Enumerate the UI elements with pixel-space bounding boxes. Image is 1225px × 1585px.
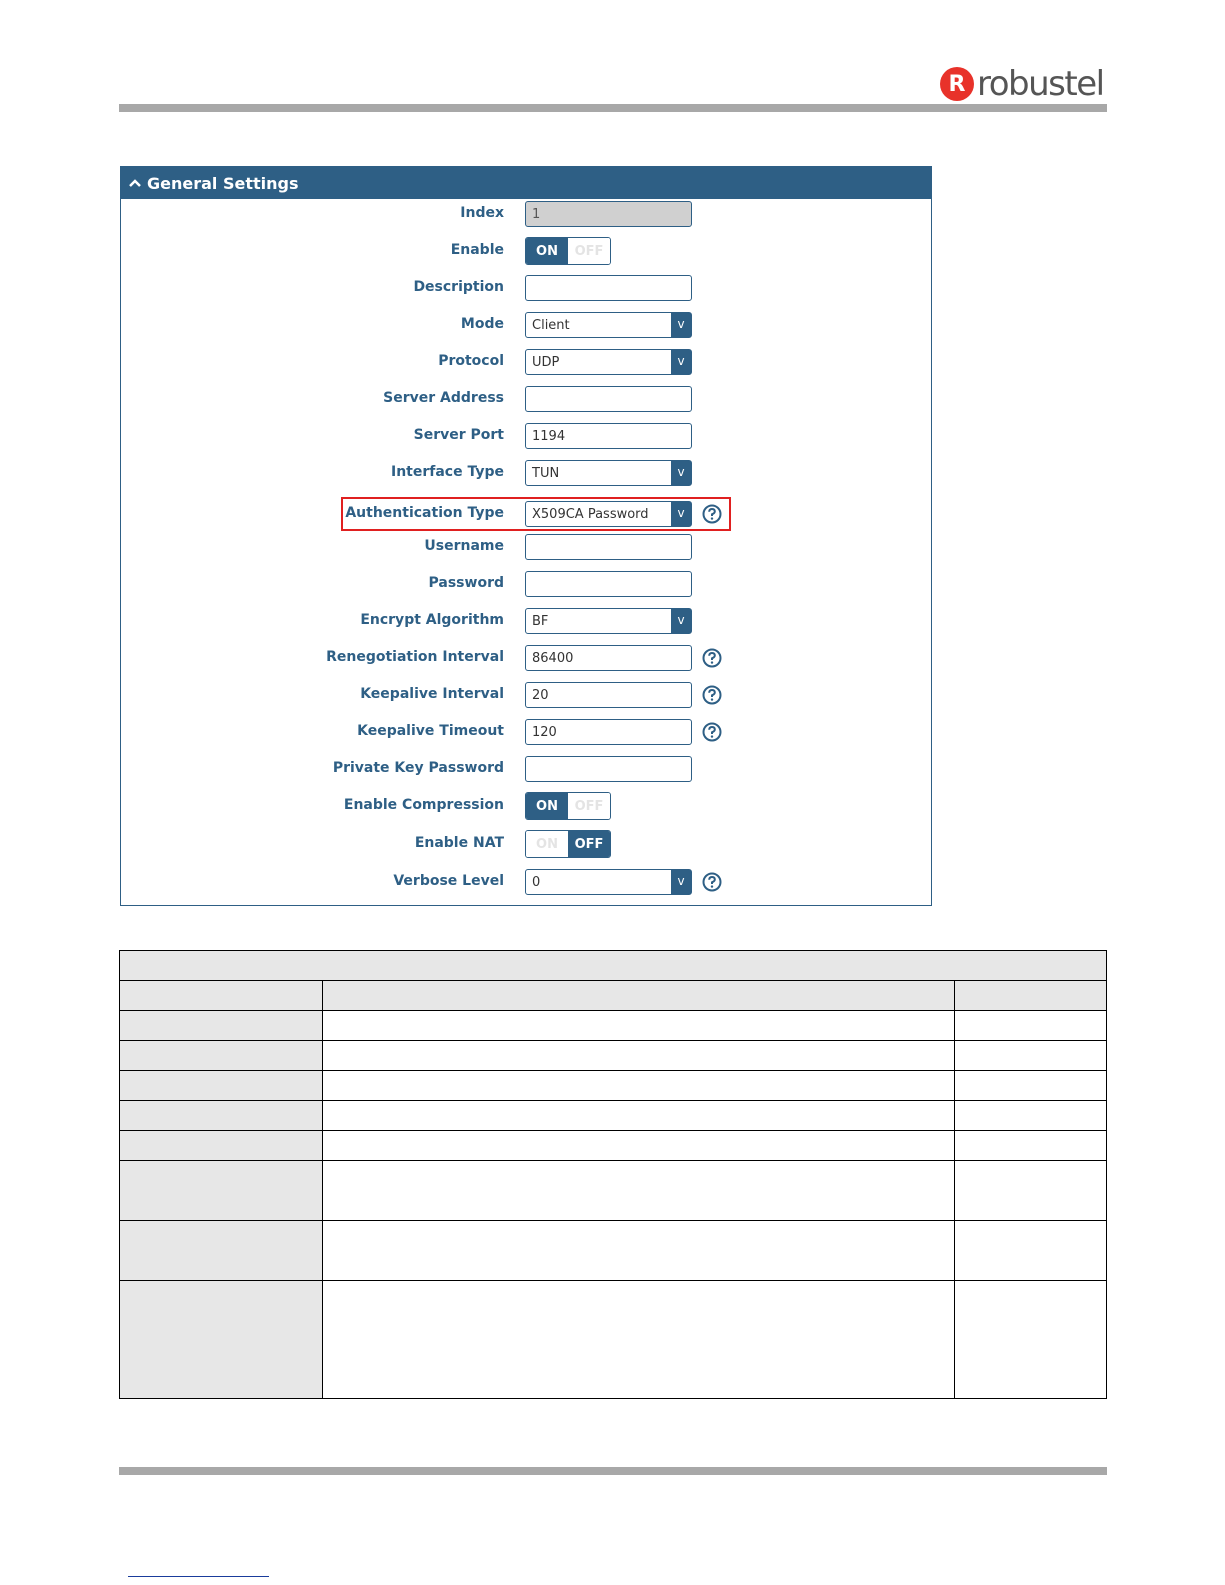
row-interface-type — [121, 459, 931, 487]
interface-type-select[interactable] — [525, 460, 692, 486]
username-input[interactable] — [525, 534, 692, 560]
help-icon[interactable] — [702, 648, 722, 668]
authentication-type-select[interactable] — [525, 501, 692, 527]
toggle-on[interactable]: ON — [526, 831, 568, 857]
table-row — [120, 1161, 1107, 1221]
row-username — [121, 533, 931, 561]
protocol-value: UDP — [532, 355, 560, 370]
mode-value: Client — [532, 318, 570, 333]
help-icon[interactable] — [702, 504, 722, 524]
footer-divider — [119, 1467, 1107, 1475]
description-input[interactable] — [525, 275, 692, 301]
private-key-password-label: Private Key Password — [332, 760, 504, 776]
row-mode — [121, 311, 931, 339]
dropdown-arrow-icon[interactable]: v — [671, 870, 691, 894]
table-row — [120, 1041, 1107, 1071]
help-icon[interactable] — [702, 722, 722, 742]
row-keepalive-timeout — [121, 718, 931, 746]
toggle-off[interactable]: OFF — [568, 831, 610, 857]
mode-select[interactable] — [525, 312, 692, 338]
help-icon[interactable] — [702, 685, 722, 705]
row-verbose-level — [121, 868, 931, 896]
row-encrypt-algorithm — [121, 607, 931, 635]
protocol-label: Protocol — [438, 353, 504, 369]
password-label: Password — [428, 575, 504, 591]
verbose-level-select[interactable] — [525, 869, 692, 895]
toggle-on[interactable]: ON — [526, 793, 568, 819]
help-icon[interactable] — [702, 872, 722, 892]
keepalive-timeout-label: Keepalive Timeout — [357, 723, 504, 739]
interface-type-label: Interface Type — [390, 464, 504, 480]
row-description — [121, 274, 931, 302]
enable-toggle[interactable] — [525, 237, 611, 265]
robustel-logo-text: robustel — [977, 64, 1104, 104]
table-row — [120, 1221, 1107, 1281]
interface-type-value: TUN — [532, 466, 560, 481]
row-password — [121, 570, 931, 598]
keepalive-interval-label: Keepalive Interval — [360, 686, 504, 702]
table-title-row — [120, 951, 1107, 981]
description-label: Description — [413, 279, 504, 295]
dropdown-arrow-icon[interactable]: v — [671, 350, 691, 374]
row-server-port — [121, 422, 931, 450]
table-row — [120, 1281, 1107, 1399]
dropdown-arrow-icon[interactable]: v — [671, 502, 691, 526]
server-address-label: Server Address — [383, 390, 504, 406]
encrypt-algorithm-select[interactable] — [525, 608, 692, 634]
table-title-cell — [120, 951, 1107, 981]
table-header-cell — [323, 981, 955, 1011]
table-header-cell — [120, 981, 323, 1011]
enable-compression-label: Enable Compression — [343, 797, 504, 813]
robustel-logo-mark: R — [940, 67, 974, 101]
row-index — [121, 200, 931, 228]
table-row — [120, 1071, 1107, 1101]
index-field: 1 — [525, 201, 692, 227]
row-enable-nat — [121, 830, 931, 858]
toggle-on[interactable]: ON — [526, 238, 568, 264]
row-enable — [121, 237, 931, 265]
footer-link-underline[interactable] — [128, 1576, 269, 1577]
index-label: Index — [460, 205, 504, 221]
general-settings-panel — [120, 166, 932, 906]
enable-compression-toggle[interactable] — [525, 792, 611, 820]
table-header-row — [120, 981, 1107, 1011]
mode-label: Mode — [460, 316, 504, 332]
password-input[interactable] — [525, 571, 692, 597]
verbose-level-label: Verbose Level — [393, 873, 504, 889]
chevron-up-icon[interactable] — [127, 175, 143, 191]
server-address-input[interactable] — [525, 386, 692, 412]
row-enable-compression — [121, 792, 931, 820]
server-port-label: Server Port — [413, 427, 504, 443]
parameter-table — [119, 950, 1107, 1399]
authentication-type-value: X509CA Password — [532, 507, 649, 522]
protocol-select[interactable] — [525, 349, 692, 375]
panel-header[interactable] — [121, 167, 931, 199]
dropdown-arrow-icon[interactable]: v — [671, 461, 691, 485]
dropdown-arrow-icon[interactable]: v — [671, 313, 691, 337]
private-key-password-input[interactable] — [525, 756, 692, 782]
row-authentication-type — [121, 500, 931, 528]
toggle-off[interactable]: OFF — [568, 793, 610, 819]
keepalive-timeout-input[interactable]: 120 — [525, 719, 692, 745]
renegotiation-interval-label: Renegotiation Interval — [326, 649, 504, 665]
row-renegotiation-interval — [121, 644, 931, 672]
dropdown-arrow-icon[interactable]: v — [671, 609, 691, 633]
row-keepalive-interval — [121, 681, 931, 709]
enable-nat-label: Enable NAT — [414, 835, 504, 851]
robustel-logo — [940, 64, 1104, 104]
keepalive-interval-input[interactable]: 20 — [525, 682, 692, 708]
panel-title: General Settings — [147, 173, 299, 193]
verbose-level-value: 0 — [532, 875, 541, 890]
renegotiation-interval-input[interactable]: 86400 — [525, 645, 692, 671]
authentication-type-label: Authentication Type — [345, 505, 504, 521]
encrypt-algorithm-value: BF — [532, 614, 549, 629]
table-row — [120, 1011, 1107, 1041]
toggle-off[interactable]: OFF — [568, 238, 610, 264]
table-header-cell — [955, 981, 1107, 1011]
username-label: Username — [424, 538, 504, 554]
server-port-input[interactable]: 1194 — [525, 423, 692, 449]
enable-label: Enable — [450, 242, 504, 258]
table-row — [120, 1131, 1107, 1161]
row-protocol — [121, 348, 931, 376]
header-divider — [119, 104, 1107, 112]
row-server-address — [121, 385, 931, 413]
row-private-key-password — [121, 755, 931, 783]
table-row — [120, 1101, 1107, 1131]
enable-nat-toggle[interactable] — [525, 830, 611, 858]
encrypt-algorithm-label: Encrypt Algorithm — [360, 612, 504, 628]
